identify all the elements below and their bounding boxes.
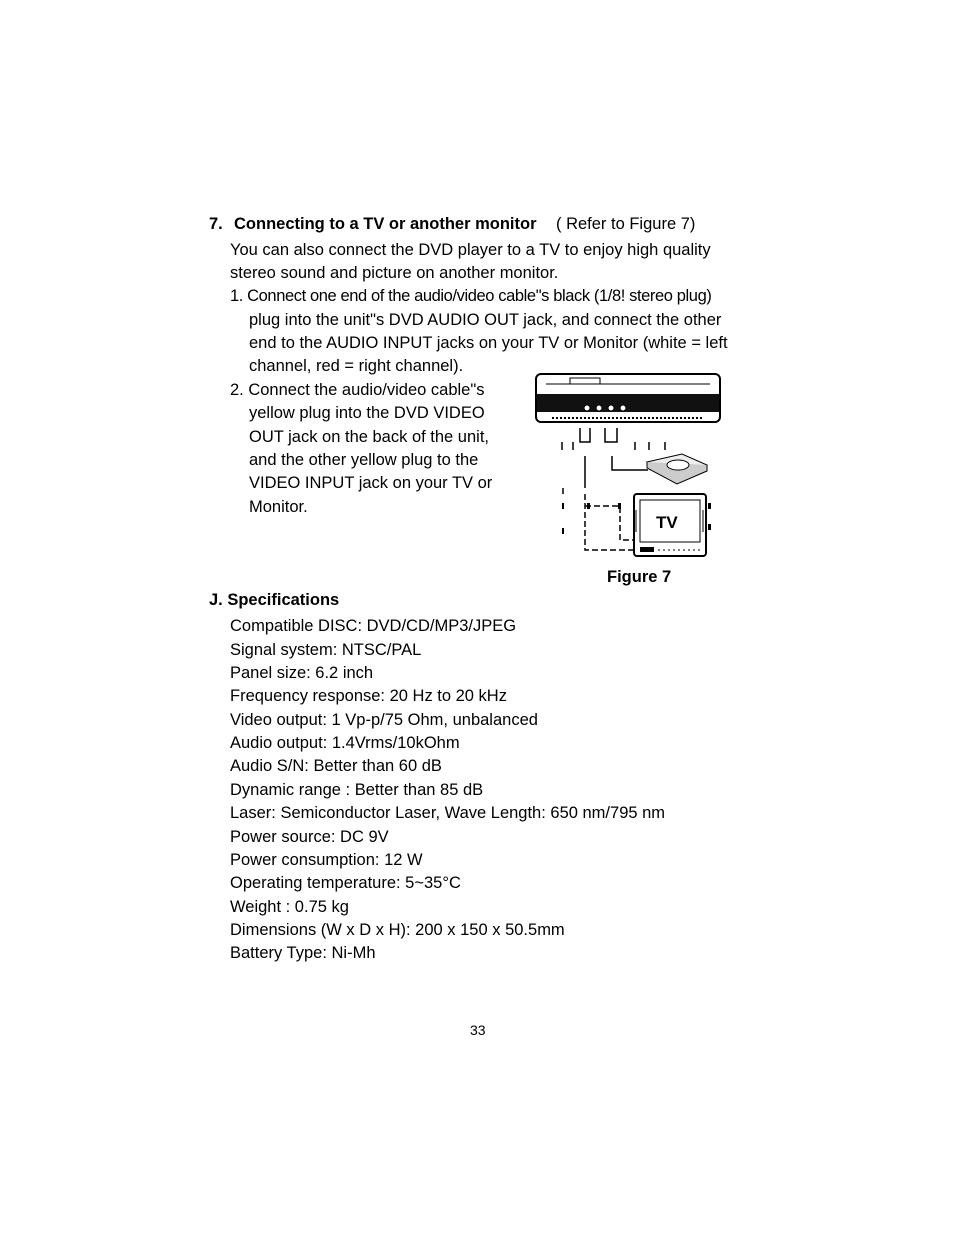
spec-audio-output: Audio output: 1.4Vrms/10kOhm [230,734,460,752]
specifications-title: J. Specifications [209,591,340,609]
section-title: Connecting to a TV or another monitor [234,215,537,233]
figure-reference: ( Refer to Figure 7) [556,215,696,233]
step2-line-3: OUT jack on the back of the unit, [249,428,489,446]
cable-plugs [562,428,665,450]
section-number: 7. [209,215,223,233]
spec-operating-temperature: Operating temperature: 5~35°C [230,874,461,892]
spec-signal-system: Signal system: NTSC/PAL [230,641,422,659]
spec-power-consumption: Power consumption: 12 W [230,851,423,869]
spec-power-source: Power source: DC 9V [230,828,389,846]
step2-line-2: yellow plug into the DVD VIDEO [249,404,485,422]
spec-laser: Laser: Semiconductor Laser, Wave Length: 650 nm/795 nm [230,804,666,822]
disc-player-illustration [647,454,707,484]
dashed-cables [585,494,634,550]
page-number: 33 [470,1022,486,1038]
step2-line-1: 2. Connect the audio/video cable"s [230,381,485,399]
spec-panel-size: Panel size: 6.2 inch [230,664,374,682]
spec-battery-type: Battery Type: Ni-Mh [230,944,376,962]
step1-line-3: end to the AUDIO INPUT jacks on your TV or Monitor (white = left [249,334,728,352]
spec-dynamic-range: Dynamic range : Better than 85 dB [230,781,484,799]
dvd-player-illustration [536,374,720,422]
figure-caption: Figure 7 [607,568,672,586]
spec-weight: Weight : 0.75 kg [230,898,349,916]
step2-line-4: and the other yellow plug to the [249,451,479,469]
cables [563,456,648,494]
step1-line-1: 1. Connect one end of the audio/video cable"s black (1/8! stereo plug) [230,287,712,305]
step1-line-4: channel, red = right channel). [249,357,464,375]
intro-line-2: stereo sound and picture on another monitor. [230,264,559,282]
step2-line-5: VIDEO INPUT jack on your TV or [249,474,493,492]
tv-label: TV [656,513,678,532]
spec-audio-sn: Audio S/N: Better than 60 dB [230,757,442,775]
step1-line-2: plug into the unit"s DVD AUDIO OUT jack, and connect the other [249,311,722,329]
tv-illustration [634,494,706,556]
step2-line-6: Monitor. [249,498,308,516]
spec-dimensions: Dimensions (W x D x H): 200 x 150 x 50.5mm [230,921,565,939]
spec-frequency-response: Frequency response: 20 Hz to 20 kHz [230,687,507,705]
intro-line-1: You can also connect the DVD player to a TV to enjoy high quality [230,241,711,259]
spec-video-output: Video output: 1 Vp-p/75 Ohm, unbalanced [230,711,538,729]
spec-compatible-disc: Compatible DISC: DVD/CD/MP3/JPEG [230,617,517,635]
connection-diagram [532,370,722,560]
